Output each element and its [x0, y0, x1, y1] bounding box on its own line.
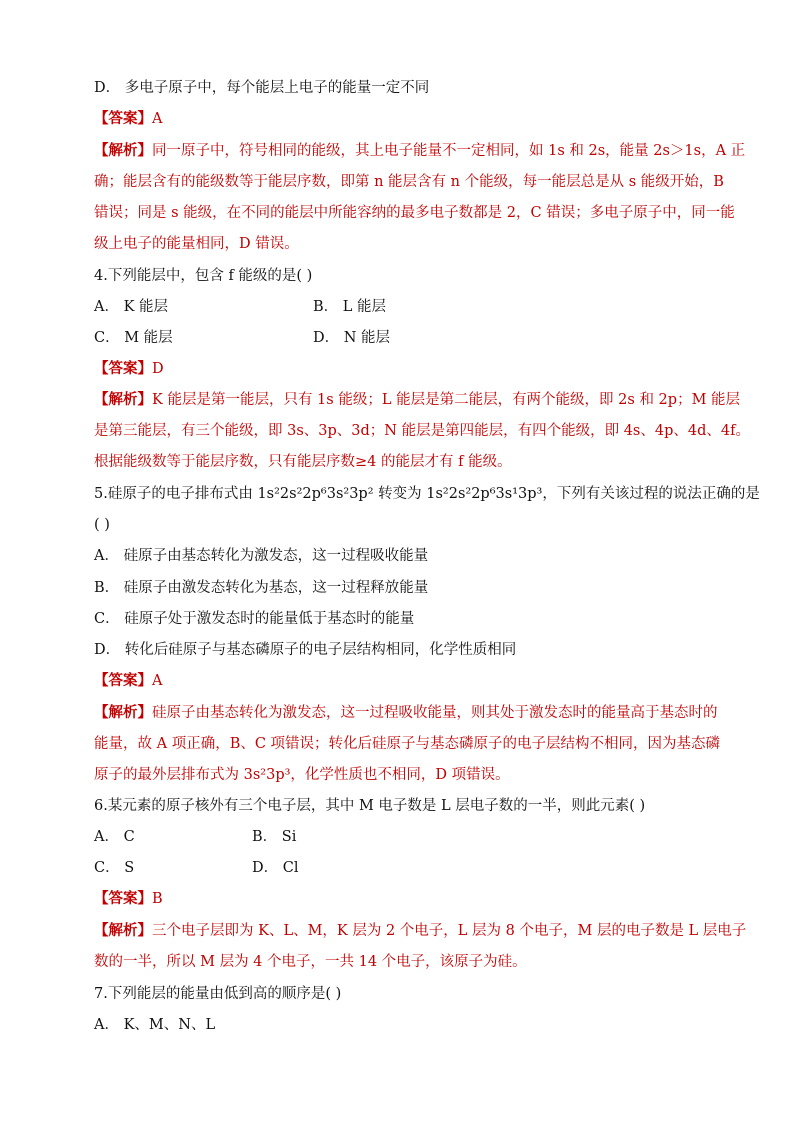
q3-analysis-line-3: 错误；同是 s 能级，在不同的能层中所能容纳的最多电子数都是 2，C 错误；多电子原子中，同一能	[94, 205, 735, 221]
q7-option-a: A． K、M、N、L	[94, 1017, 216, 1033]
q5-stem: 5.硅原子的电子排布式由 1s²2s²2p⁶3s²3p² 转变为 1s²2s²2p⁶3s¹3p³，下列有关该过程的说法正确的是	[94, 486, 760, 502]
q4-option-a: A． K 能层	[94, 299, 169, 315]
q5-answer	[94, 671, 704, 691]
analysis-tag: 【解析】	[94, 391, 152, 408]
q6-option-a: A． C	[94, 829, 135, 845]
analysis-tag: 【解析】	[94, 142, 152, 159]
q4-option-c: C． M 能层	[94, 330, 173, 346]
q4-analysis-line-2: 是第三能层，有三个能级，即 3s、3p、3d；N 能层是第四能层，有四个能级，即 4s、4p、4d、4f。	[94, 423, 750, 439]
answer-value: D	[152, 361, 164, 377]
analysis-tag: 【解析】	[94, 922, 152, 939]
q7-stem: 7.下列能层的能量由低到高的顺序是( )	[94, 986, 342, 1002]
q3-answer	[94, 109, 704, 129]
electron-config-excited: 1s²2s²2p⁶3s¹3p³	[426, 486, 543, 502]
q5-option-b: B． 硅原子由激发态转化为基态，这一过程释放能量	[94, 580, 429, 596]
q4-option-d: D． N 能层	[313, 330, 391, 346]
q6-stem: 6.某元素的原子核外有三个电子层，其中 M 电子数是 L 层电子数的一半，则此元素( )	[94, 798, 646, 814]
q4-stem: 4.下列能层中，包含 f 能级的是( )	[94, 268, 313, 284]
q4-analysis-line-1: 【解析】K 能层是第一能层，只有 1s 能级；L 能层是第二能层，有两个能级，即 2s 和 2p；M 能层	[94, 391, 741, 408]
answer-value: B	[152, 891, 163, 907]
q6-analysis-line-2: 数的一半，所以 M 层为 4 个电子，一共 14 个电子，该原子为硅。	[94, 954, 527, 970]
q3-option-d: D． 多电子原子中，每个能层上电子的能量一定不同	[94, 80, 430, 96]
analysis-tag: 【解析】	[94, 704, 152, 721]
q3-analysis-line-1: 【解析】同一原子中，符号相同的能级，其上电子能量不一定相同，如 1s 和 2s，能量 2s＞1s，A 正	[94, 142, 746, 159]
q4-answer	[94, 359, 704, 379]
q5-analysis-line-2: 能量，故 A 项正确，B、C 项错误；转化后硅原子与基态磷原子的电子层结构不相同，因为基态磷	[94, 736, 721, 752]
answer-value: A	[152, 111, 163, 127]
phosphorus-outer-config: 3s²3p³	[243, 767, 291, 783]
q3-analysis-line-2: 确；能层含有的能级数等于能层序数，即第 n 能层含有 n 个能级，每一能层总是从 s 能级开始，B	[94, 174, 724, 190]
electron-config-ground: 1s²2s²2p⁶3s²3p²	[257, 486, 374, 502]
answer-tag: 【答案】	[94, 110, 152, 127]
q5-option-a: A． 硅原子由基态转化为激发态，这一过程吸收能量	[94, 548, 429, 564]
q5-option-d: D． 转化后硅原子与基态磷原子的电子层结构相同，化学性质相同	[94, 642, 517, 658]
q3-analysis-line-4: 级上电子的能量相同，D 错误。	[94, 236, 299, 252]
q5-option-c: C． 硅原子处于激发态时的能量低于基态时的能量	[94, 611, 415, 627]
answer-tag: 【答案】	[94, 890, 152, 907]
q4-analysis-line-3: 根据能级数等于能层序数，只有能层序数≥4 的能层才有 f 能级。	[94, 454, 512, 470]
q6-option-d: D． Cl	[252, 860, 299, 876]
q6-option-b: B． Si	[252, 829, 297, 845]
q6-answer	[94, 889, 704, 909]
answer-value: A	[152, 673, 163, 689]
q6-analysis-line-1: 【解析】三个电子层即为 K、L、M，K 层为 2 个电子，L 层为 8 个电子，M 层的电子数是 L 层电子	[94, 922, 747, 939]
q6-option-c: C． S	[94, 860, 135, 876]
q5-stem-paren: ( )	[94, 517, 110, 533]
q4-option-b: B． L 能层	[313, 299, 387, 315]
answer-tag: 【答案】	[94, 360, 152, 377]
q5-analysis-line-1: 【解析】硅原子由基态转化为激发态，这一过程吸收能量，则其处于激发态时的能量高于基态时的	[94, 704, 718, 721]
answer-tag: 【答案】	[94, 672, 152, 689]
q5-analysis-line-3: 原子的最外层排布式为 3s²3p³，化学性质也不相同，D 项错误。	[94, 767, 510, 783]
